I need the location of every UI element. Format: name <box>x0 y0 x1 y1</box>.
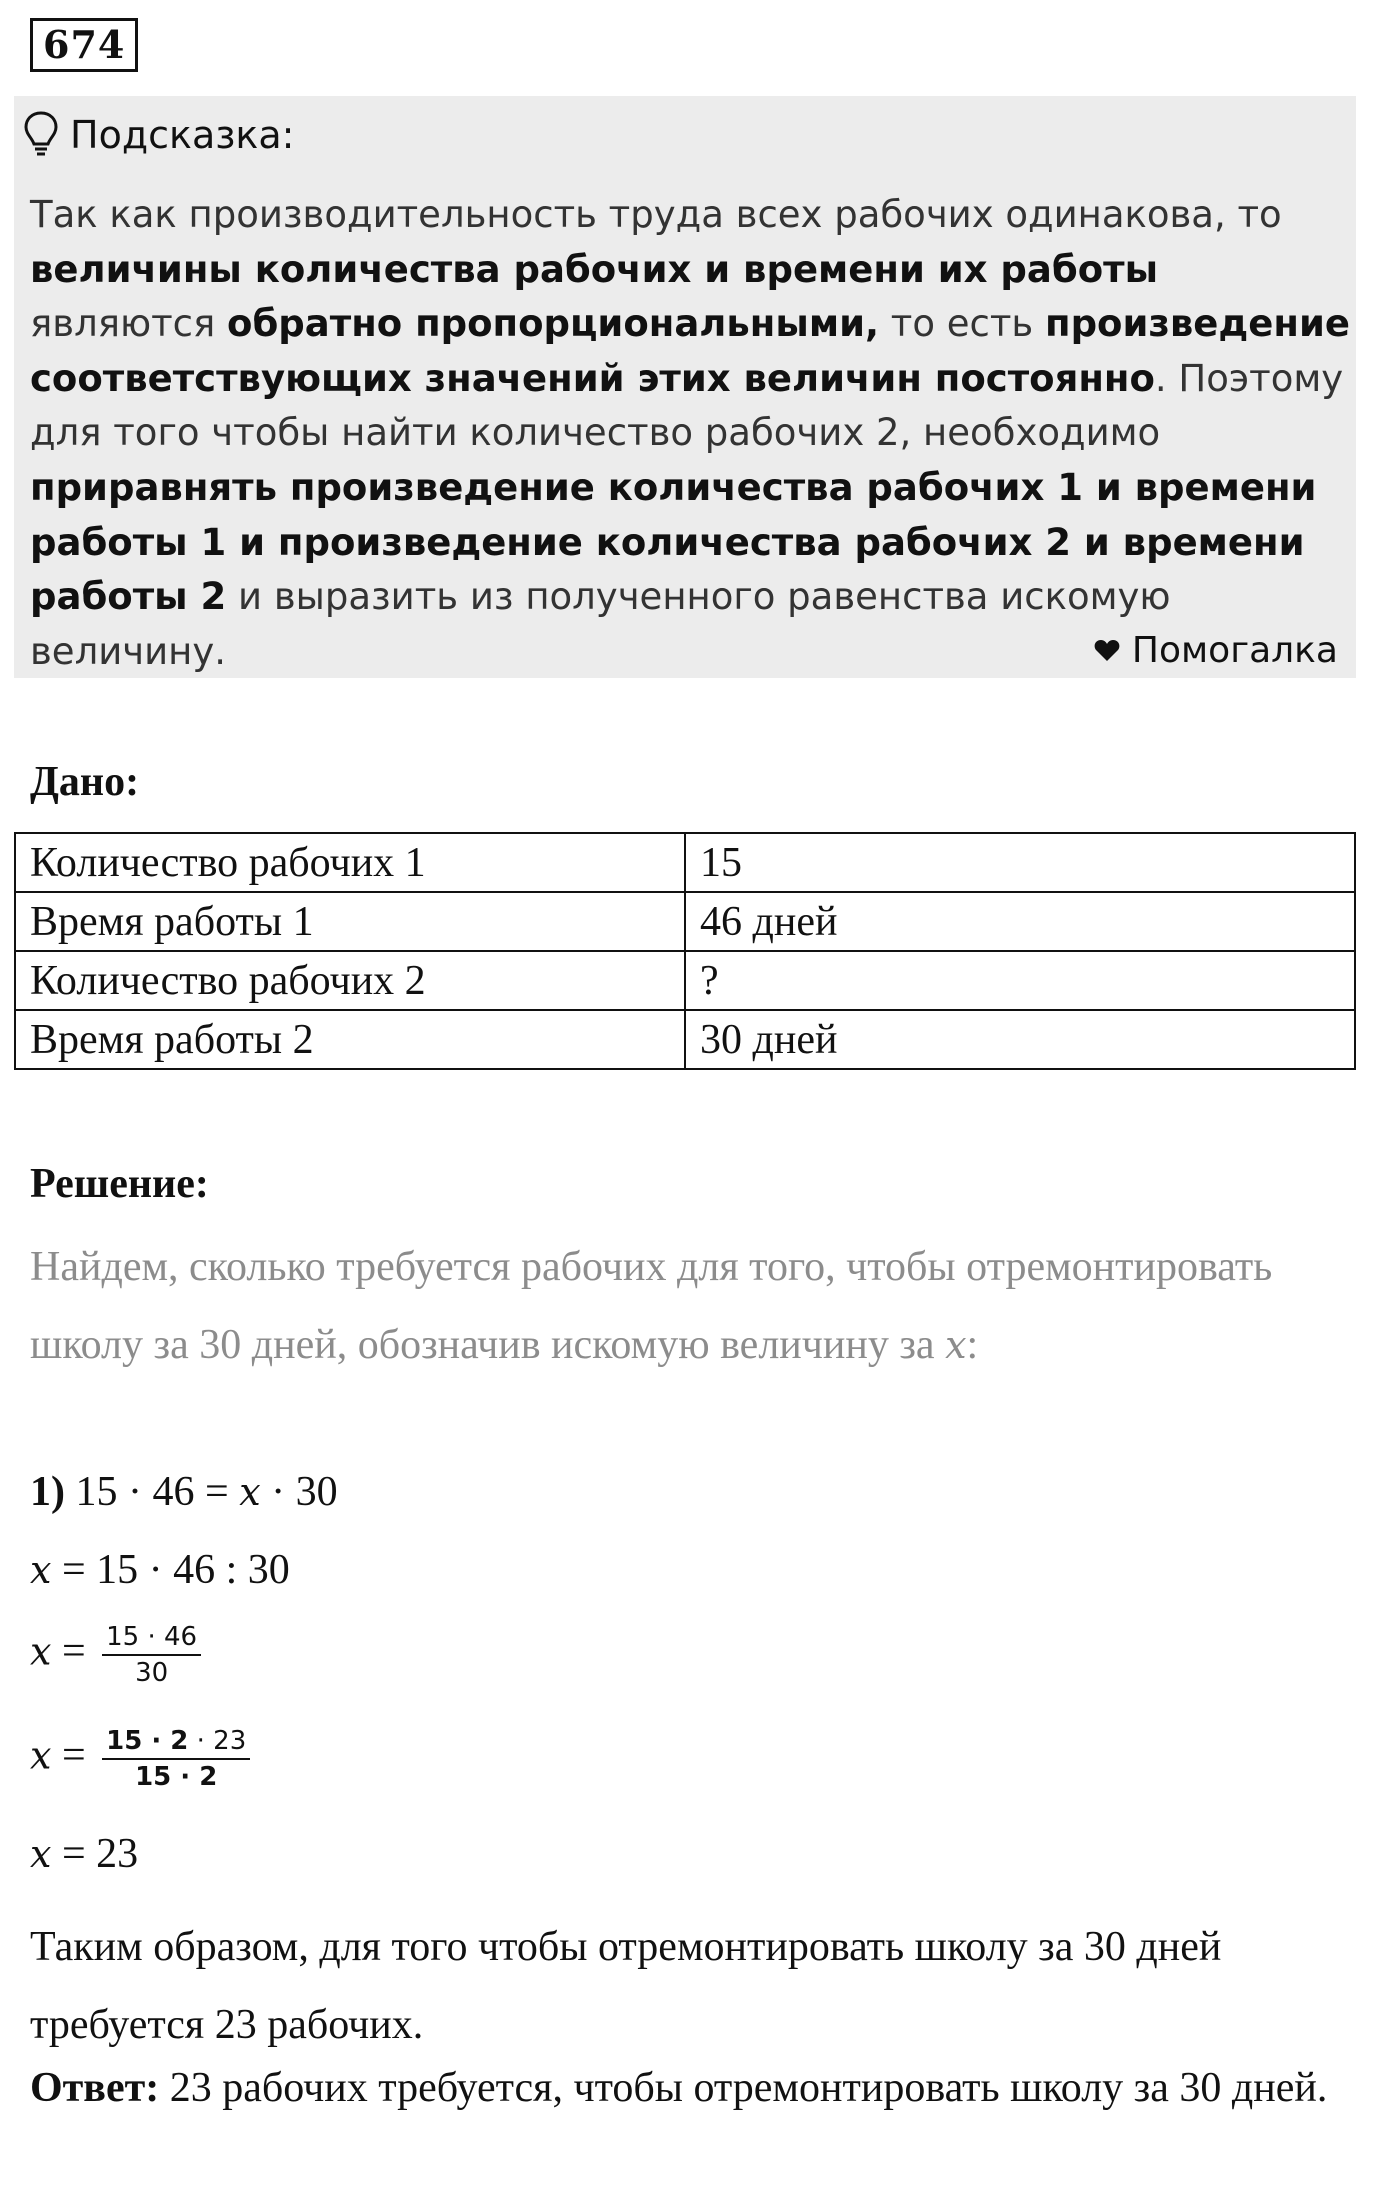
task-number: 674 <box>30 18 138 72</box>
solution-intro-end: : <box>966 1322 979 1368</box>
hint-text-bold: произведение соответствующих значений этих величин постоянно <box>30 302 1350 400</box>
table-cell: Количество рабочих 2 <box>15 951 685 1010</box>
equation-left: 15 · 46 = <box>75 1469 240 1515</box>
equation-right: · 30 <box>260 1469 338 1515</box>
equation-step1 <box>30 1468 338 1516</box>
equals-sign: = <box>51 1547 97 1593</box>
answer-text: 23 рабочих требуется, чтобы отремонтировать школу за 30 дней. <box>159 2065 1328 2111</box>
hint-title: Подсказка: <box>70 113 295 157</box>
table-row <box>15 1010 1355 1069</box>
table-row <box>15 833 1355 892</box>
hint-header <box>22 108 294 162</box>
table-cell: Время работы 1 <box>15 892 685 951</box>
equation-result <box>30 1830 138 1878</box>
fraction-numerator-bold: 15 · 2 <box>106 1726 189 1756</box>
fraction-numerator: 15 · 46 <box>102 1622 201 1656</box>
answer-label: Ответ: <box>30 2065 160 2111</box>
fraction-denominator: 30 <box>135 1658 169 1688</box>
solution-intro <box>30 1228 1350 1384</box>
solution-title: Решение: <box>30 1161 209 1207</box>
equation-line3 <box>30 1622 201 1688</box>
fraction-denominator: 15 · 2 <box>135 1762 218 1792</box>
fraction-numerator <box>102 1726 250 1760</box>
equals-sign: = <box>51 1831 97 1877</box>
fraction <box>102 1726 250 1792</box>
lightbulb-icon <box>22 110 60 160</box>
variable-x: x <box>239 1470 261 1514</box>
table-cell: 30 дней <box>685 1010 1355 1069</box>
variable-x: x <box>30 1733 52 1778</box>
answer <box>30 2050 1350 2126</box>
table-cell: ? <box>685 951 1355 1010</box>
step-label: 1) <box>30 1469 65 1515</box>
equation-line4 <box>30 1726 250 1792</box>
equation-rhs: 15 · 46 : 30 <box>96 1547 290 1593</box>
hint-text-bold: приравнять произведение количества рабочих 1 и времени работы 1 и произведение количества рабочих 2 и времени работы 2 <box>30 465 1317 619</box>
variable-x: x <box>30 1629 52 1674</box>
fraction <box>102 1622 201 1688</box>
variable-x: x <box>30 1832 52 1876</box>
heart-icon <box>1094 638 1120 662</box>
hint-text-bold: величины количества рабочих и времени их работы <box>30 247 1159 291</box>
given-table <box>14 832 1356 1070</box>
equation-line2 <box>30 1546 290 1594</box>
given-title: Дано: <box>30 759 140 805</box>
hint-text-run: . Поэтому для того чтобы найти количество рабочих 2, необходимо <box>30 356 1344 455</box>
hint-text-run: то есть <box>879 302 1045 346</box>
table-cell: 46 дней <box>685 892 1355 951</box>
table-cell: 15 <box>685 833 1355 892</box>
table-cell: Время работы 2 <box>15 1010 685 1069</box>
conclusion-text: Таким образом, для того чтобы отремонтировать школу за 30 дней требуется 23 рабочих. <box>30 1924 1222 2048</box>
hint-text-run: Так как производительность труда всех рабочих одинакова, то <box>30 193 1282 236</box>
hint-footer <box>1094 628 1338 672</box>
equals-sign: = <box>51 1732 97 1779</box>
fraction-numerator-rest: · 23 <box>188 1726 247 1756</box>
hint-footer-label: Помогалка <box>1131 629 1338 671</box>
result-value: 23 <box>96 1831 139 1877</box>
solution-intro-text: Найдем, сколько требуется рабочих для того, чтобы отремонтировать школу за 30 дней, обозначив искомую величину за <box>30 1244 1273 1368</box>
table-row <box>15 951 1355 1010</box>
variable-x: x <box>30 1548 52 1592</box>
table-cell: Количество рабочих 1 <box>15 833 685 892</box>
hint-text-bold: обратно пропорциональными, <box>227 302 880 346</box>
equals-sign: = <box>51 1628 97 1675</box>
hint-text <box>30 188 1350 679</box>
hint-text-run: являются <box>30 302 228 346</box>
table-row <box>15 892 1355 951</box>
variable-x: x <box>945 1323 967 1367</box>
hint-text-run: и выразить из полученного равенства искомую величину. <box>30 575 1171 673</box>
